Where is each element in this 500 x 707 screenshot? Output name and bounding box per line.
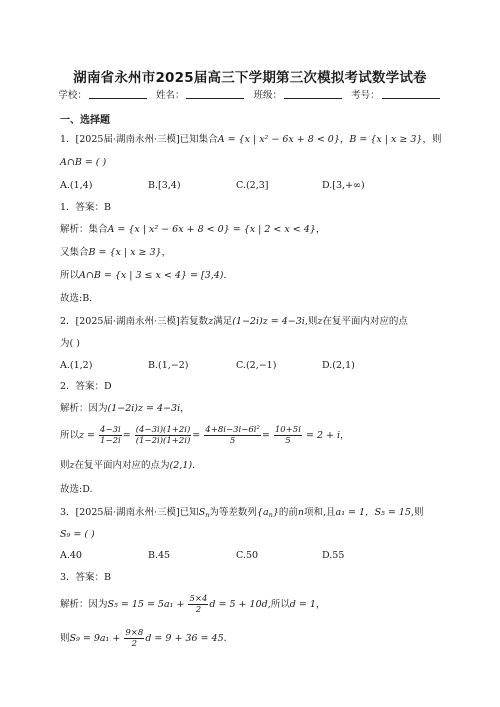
- q3-stem: 3．[2025届·湖南永州·三模]已知$S_n$为等差数列$\{a_n\}$的前n项和,且a₁ = 1，S₅ = 15,则: [60, 507, 424, 519]
- q3-option-c[interactable]: C.50: [236, 550, 259, 561]
- q2-solution-1: 解析：因为(1−2i)z = 4−3i，: [60, 403, 190, 414]
- q3-option-b[interactable]: B.45: [148, 550, 171, 561]
- name-blank[interactable]: [186, 89, 244, 99]
- q1-answer: 1．答案：B: [60, 202, 112, 213]
- q2-frac-2: $\frac{(4-3i)(1+2i)}{(1-2i)(1+2i)}$: [135, 425, 191, 446]
- q2-frac-3: $\frac{\text{4+8i−3i−6i²}}{5}$: [205, 425, 260, 446]
- student-info-row: [0, 87, 500, 101]
- q1-choose: 故选:B.: [60, 293, 93, 304]
- q3-frac-2: $\frac{9\times 8}{2}$: [125, 628, 144, 649]
- q1-option-c[interactable]: C.(2,3]: [236, 180, 269, 191]
- page-title: 湖南省永州市2025届高三下学期第三次模拟考试数学试卷: [73, 70, 427, 86]
- q3-solution-2: 则S₉ = 9a₁ + $\frac{9\times 8}{2}$ d = 9 + 36 = 45．: [60, 628, 234, 649]
- school-blank[interactable]: [89, 89, 147, 99]
- q1-solution-3: 所以A∩B = {x | 3 ≤ x < 4} = [3,4)．: [60, 270, 233, 281]
- q3-frac-1: $\frac{5\times 4}{2}$: [189, 594, 208, 615]
- q1-stem: 1．[2025届·湖南永州·三模]已知集合A = {x | x² − 6x + 8 < 0}，B = {x | x ≥ 3}，则: [60, 134, 442, 145]
- q2-stem: 2．[2025届·湖南永州·三模]若复数z满足(1−2i)z = 4−3i,则z在复平面内对应的点: [60, 316, 408, 327]
- q2-option-c[interactable]: C.(2,−1): [236, 360, 277, 371]
- q3-answer: 3．答案：B: [60, 572, 112, 583]
- q2-option-b[interactable]: B.(1,−2): [148, 360, 189, 371]
- q2-answer: 2．答案：D: [60, 381, 112, 392]
- exam-number-label: 考号：: [351, 90, 380, 101]
- q2-solution-3: 则z在复平面内对应的点为(2,1)．: [60, 460, 202, 471]
- q2-frac-1: $\frac{4-3i}{1-2i}$: [100, 425, 121, 446]
- q1-option-a[interactable]: A.(1,4): [60, 180, 93, 191]
- q1-solution-2: 又集合B = {x | x ≥ 3}，: [60, 247, 172, 258]
- q2-solution-2: 所以z = $\frac{4-3i}{1-2i}$ = $\frac{(4-3i)(1+2i)}{(1-2i)(1+2i)}$ = $\frac{\text{4+8i−3i−6i²}}{5}$ = $\frac{10+5i}{5}$ = 2 + i，: [60, 425, 350, 446]
- name-label: 姓名：: [155, 90, 185, 101]
- q1-set-a: A = {x | x² − 6x + 8 < 0}: [217, 134, 340, 145]
- class-label: 班级：: [253, 90, 283, 101]
- q1-solution-1: 解析：集合A = {x | x² − 6x + 8 < 0} = {x | 2 < x < 4}，: [60, 224, 326, 235]
- q1-option-b[interactable]: B.[3,4): [148, 180, 181, 191]
- q3-solution-1: 解析：因为S₅ = 15 = 5a₁ + $\frac{5\times 4}{2}$ d = 5 + 10d,所以d = 1，: [60, 594, 326, 615]
- q1-set-b: B = {x | x ≥ 3}: [349, 134, 423, 145]
- exam-number-blank[interactable]: [382, 89, 440, 99]
- q2-stem-cont: 为( ): [60, 338, 80, 349]
- class-blank[interactable]: [284, 89, 342, 99]
- section-heading: 一、选择题: [60, 115, 110, 126]
- school-label: 学校：: [58, 90, 87, 101]
- q2-choose: 故选:D.: [60, 484, 93, 495]
- q1-ask: A∩B = ( ): [60, 157, 107, 168]
- q3-ask: S₉ = ( ): [60, 529, 95, 540]
- q2-option-a[interactable]: A.(1,2): [60, 360, 93, 371]
- q2-frac-4: $\frac{10+5i}{5}$: [274, 425, 301, 446]
- q3-option-a[interactable]: A.40: [60, 550, 82, 561]
- q2-option-d[interactable]: D.(2,1): [322, 360, 355, 371]
- q1-option-d[interactable]: D.[3,+∞): [322, 180, 365, 191]
- q3-option-d[interactable]: D.55: [322, 550, 345, 561]
